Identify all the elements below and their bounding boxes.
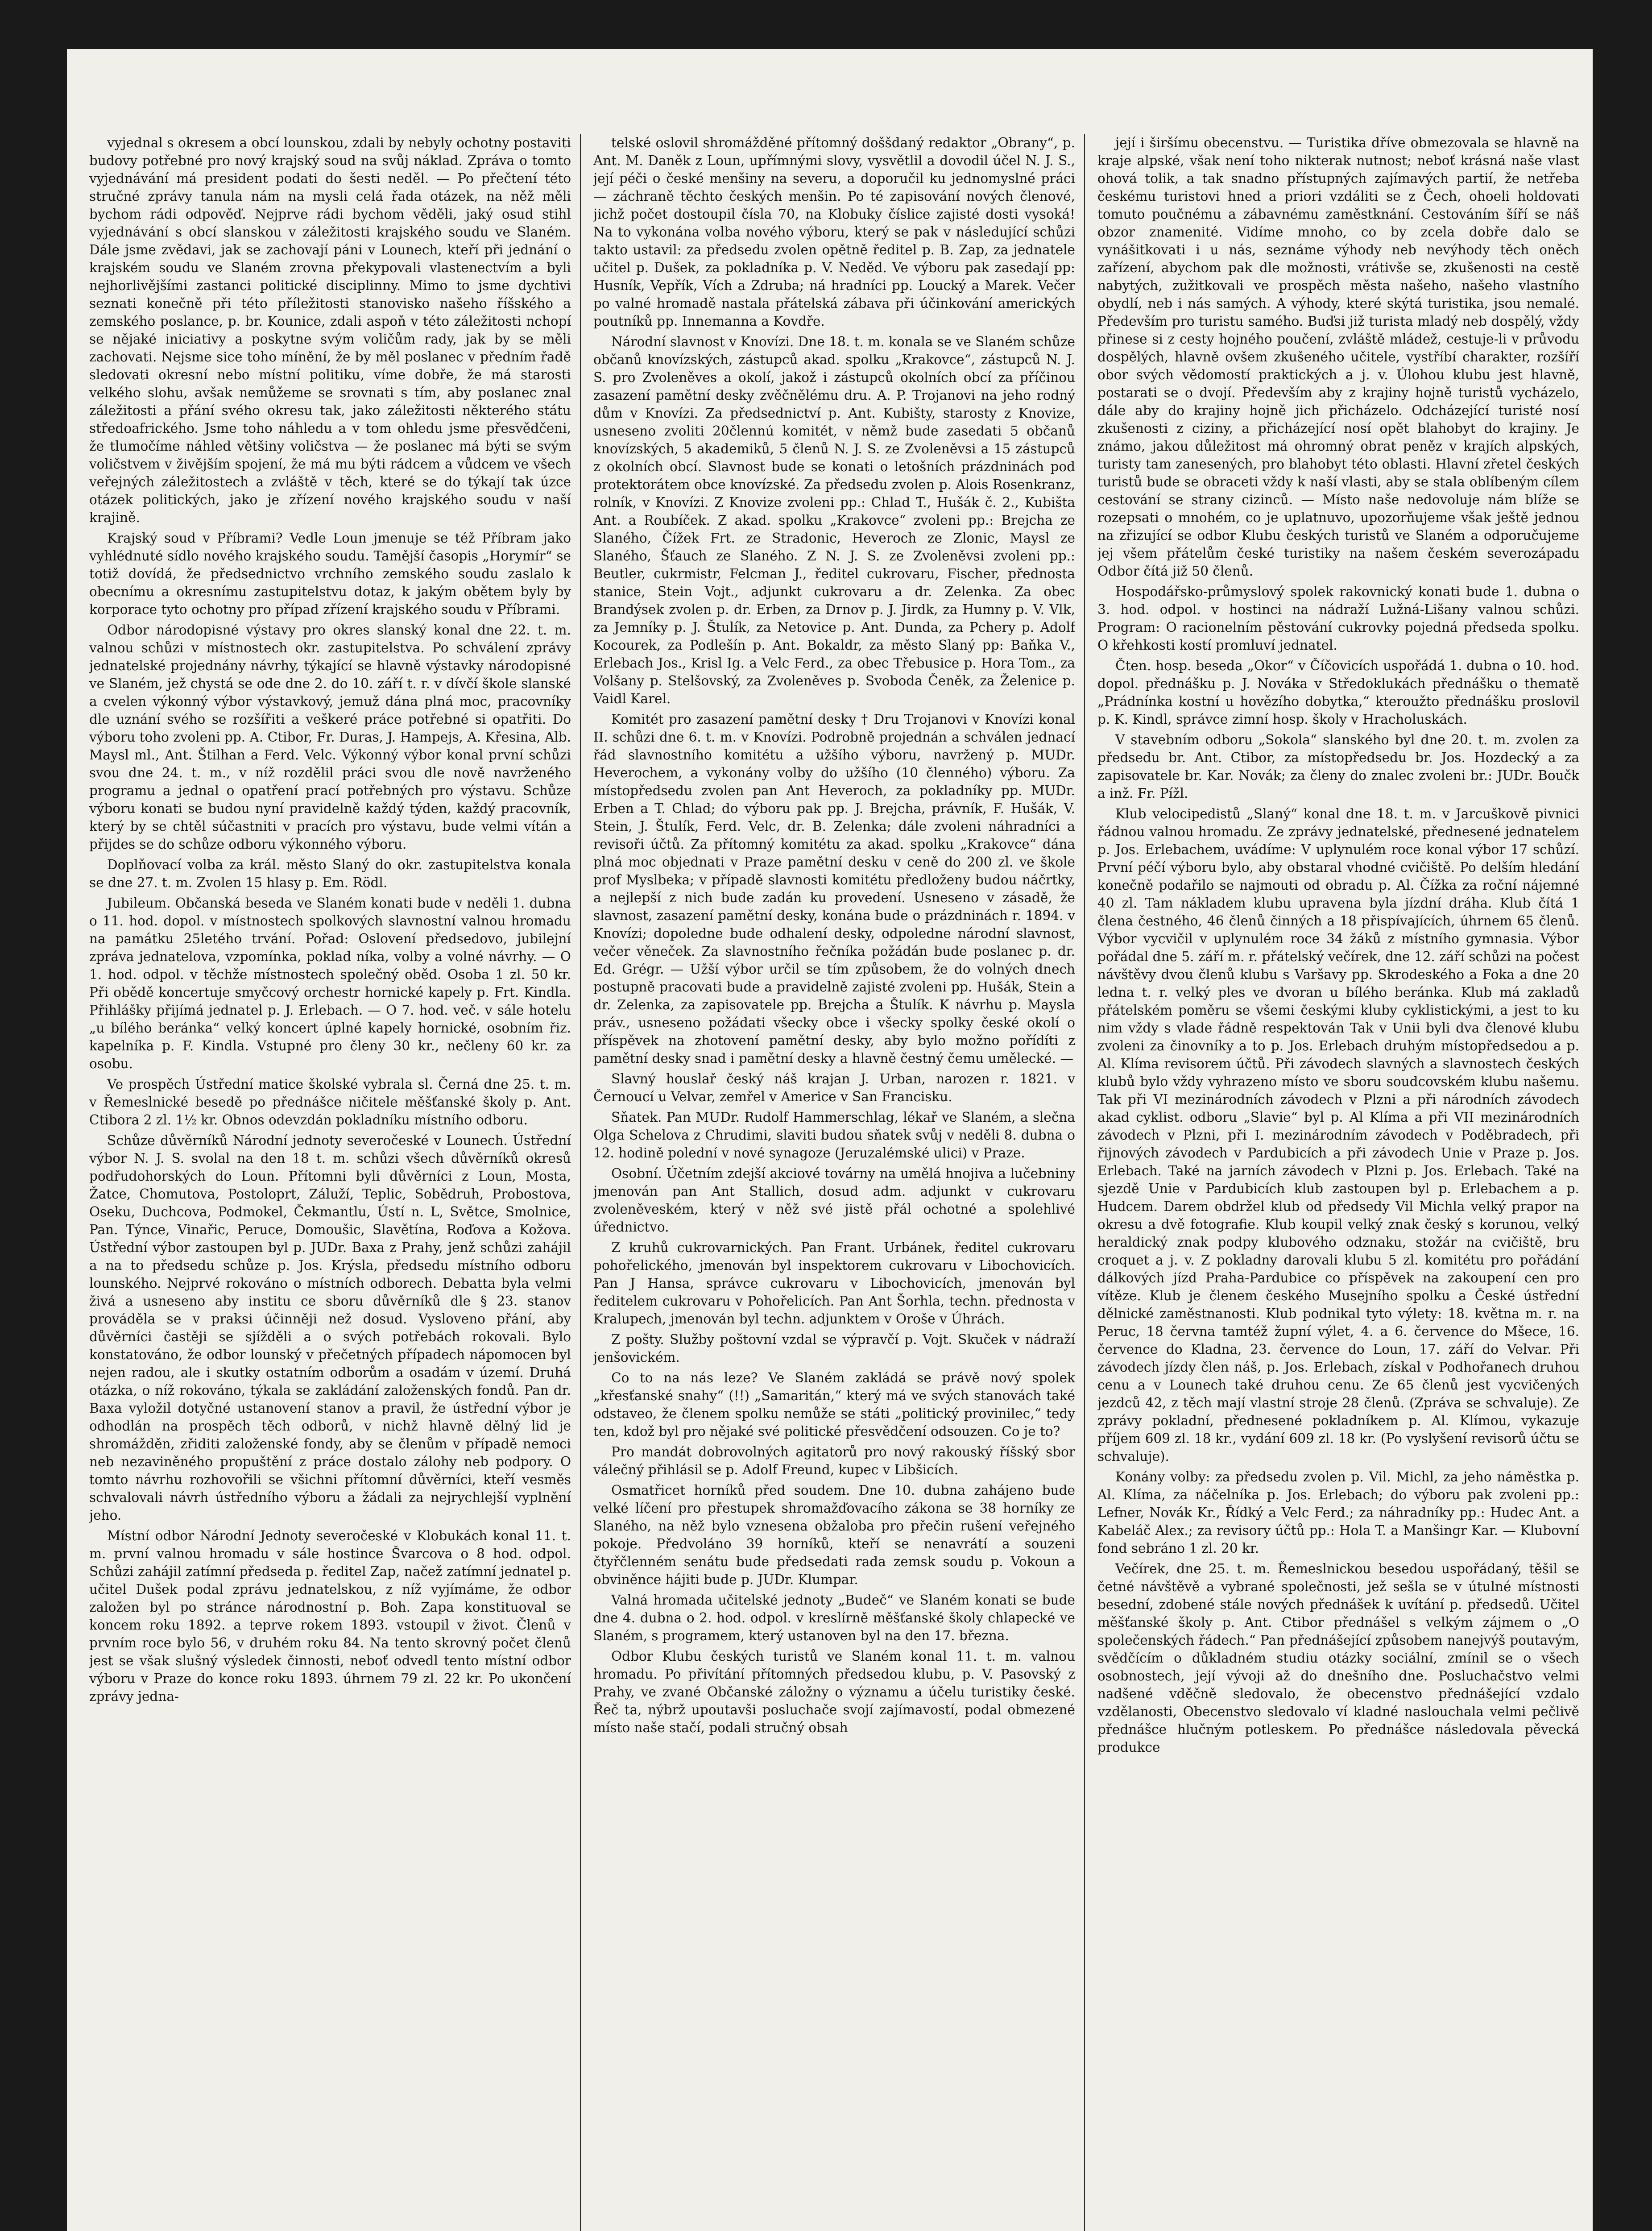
article-paragraph: její i širšímu obecenstvu. — Turistika dříve obmezovala se hlavně na kraje alpské, však není toho nikterak nutnost; neboť krásná naše vlast ohová tolik, a tak snadno přístupných zajímavých partií, že netřeba českému turistovi hned a priori vzdáliti se z Čech, ohoeli holdovati tomuto poučnému a zábavnému zaměstknání. Cestováním šíří se náš obzor znamenité. Vidíme mnoho, co by zcela dobře dalo se vynášitkovati i u nás, seznáme výhody neb nevýhody těch oněch zařízení, abychom pak dle možnosti, vrátivše se, zkušenosti na cestě nabytých, zužitkovali ve prospěch města našeho, našeho vlastního obydlí, neb i nás samých. A výhody, které skýtá turistika, jsou nemalé. Především pro turistu samého. Buďsi již turista mladý neb dospělý, vždy přinese si z cesty hojného poučení, zvláště mládež, cestuje-li v průvodu dospělých, hlavně ovšem zkušeného učitele, vystříbí charakter, rozšíří obor svých vědomostí praktických a j. v. Úlohou klubu jest hlavně, postarati se o dvojí. Především aby z krajiny hojně turistů vycházelo, dále aby do krajiny hojně jich přicházelo. Odcházející turisté nosí zkušenosti z ciziny, a přicházející nosí opět blahobyt do krajiny. Je známo, jakou důležitost má ohromný obrat peněz v krajích alpských, turisty tam zanesených, pro blahobyt této oblasti. Hlavní zřetel českých turistů bude se obraceti vždy k naší vlasti, aby se stala oblíbeným cílem cestování se strany cizinců. — Místo naše nedovoluje nám blíže se rozepsati o mnohém, co je uplatnuvo, upozorňujeme však ještě jednou na zřizující se odbor Klubu českých turistů ve Slaném a odporučujeme jej všem přátelům české turistiky na našem českém severozápadu Odbor čítá již 50 členů. — [1097, 135, 1579, 579]
article-paragraph: Komitét pro zasazení pamětní desky † Dru Trojanovi v Knovízi konal II. schůzi dne 6. t. m. v Knovízi. Podrobně projednán a schválen jednací řád slavnostního komitétu a užšího výboru, navržený p. MUDr. Heverochem, a vykonány volby do užšího (10 členného) výboru. Za místopředsedu zvolen pan Ant Heveroch, za pokladníky pp. MUDr. Erben a T. Chlad; do výboru pak pp. J. Brejcha, právník, F. Hušák, V. Stein, J. Štulík, Ferd. Velc, dr. B. Zelenka; dále zvoleni náhradníci a revisoři účtů. Za přítomný komitétu za akad. spolku „Krakovce“ dána plná moc objednati v Praze pamětní desku v ceně do 200 zl. ve škole prof Myslbeka; v případě slavnosti komitétu předloženy budou náčrtky, a nejlepší z nich bude zadán ku provedení. Usneseno v zásadě, že slavnost, zasazení pamětní desky, konána bude o prázdninách r. 1894. v Knovízi; dopoledne bude odhalení desky, odpoledne národní slavnost, večer věneček. Za slavnostního řečníka požádán bude poslanec p. dr. Ed. Grégr. — Užší výbor určil se tím způsobem, že do volných dnech postupně pracovati bude a pravidelně zajisté zvoleni pp. Hušák, Stein a dr. Zelenka, za zapisovatele pp. Brejcha a Štulík. K návrhu p. Maysla práv., usneseno požádati všecky obce i všecky spolky české okolí o příspěvek na zhotovení pamětní desky, aby bylo možno pořídíti z pamětní desky snad i pamětní desky a hlavně čestný čemu umělecké. — — [593, 712, 1075, 1066]
article-paragraph: vyjednal s okresem a obcí lounskou, zdali by nebyly ochotny postaviti budovy potřebné pro nový krajský soud na svůj náklad. Zpráva o tomto vyjednávání má president podati do šesti neděl. — Po přečtení této stručné zprávy tanula nám na mysli celá řada otázek, na něž měli bychom rádi odpověď. Nejprve rádi bychom věděli, jaký osud stihl vyjednávání s obcí slanskou v záležitosti krajského soudu ve Slaném. Dále jsme zvědavi, jak se zachovají páni v Lounech, kteří při jednání o krajském soudu ve Slaném zrovna překypovali vlastenectvím a byli nejhorlivějšími zastanci politické disciplinny. Mimo to jsme dychtivi seznati konečně při této příležitosti stanovisko našeho říšského a zemského poslance, p. br. Kounice, zdali aspoň v této záležitosti nchopí se nějaké iniciativy a poskytne svým voličům rady, jak by se měli zachovati. Nejsme sice toho mínění, že by měl poslanec v předním řadě sledovati okresní nebo místní politiku, víme dobře, že má starosti velkého slohu, avšak nemůžeme se srovnati s tím, aby poslanec znal záležitosti a přání svého okresu tak, jako záležitosti některého státu středoafrického. Jsme toho náhledu a v tom ohledu jsme přesvědčeni, že tlumočíme náhled většiny voličstva — že poslanec má býti se svým voličstvem v živějším spojení, že má mu býti rádcem a vůdcem ve všech veřejných záležitostech a zvláště v těch, které se do týkají tak úzce otázek politických, jako je zřízení nového krajského soudu v naší krajině. — [89, 135, 571, 525]
column-1 — [89, 134, 571, 2231]
article-paragraph: Sňatek. Pan MUDr. Rudolf Hammerschlag, lékař ve Slaném, a slečna Olga Schelova z Chrudimi, slaviti budou sňatek svůj v neděli 8. dubna o 12. hodině polední v nové synagoze (Jeruzalémské ulici) v Praze. — [593, 1110, 1075, 1161]
article-paragraph: Schůze důvěrníků Národní jednoty severočeské v Lounech. Ústřední výbor N. J. S. svolal na den 18 t. m. schůzi všech důvěrníků okresů podřudohorských do Loun. Přítomni byli důvěrníci z Loun, Mosta, Žatce, Chomutova, Postoloprt, Záluží, Teplic, Sobědruh, Probostova, Oseku, Duchcova, Podmokel, Čekmantlu, Ústí n. L, Světce, Smolnice, Pan. Týnce, Vinařic, Peruce, Domoušic, Slavětína, Roďova a Kožova. Ústřední výbor zastoupen byl p. JUDr. Baxa z Prahy, jenž schůzi zahájil a na to předsedu schůze p. Jos. Krýsla, předsedu místního odboru lounského. Nejprvé rokováno o místních odborech. Debatta byla velmi živá a usneseno aby institu ce sboru důvěrníků dle § 23. stanov prováděla se v praksi účinněji než dosud. Vysloveno přání, aby důvěrníci častěji se sjížděli a o svých potřebách rokovali. Bylo konstatováno, že odbor lounský v přečetných případech nápomocen byl nejen radou, ale i skutky ostatním odborům a osadám v území. Druhá otázka, o níž rokováno, týkala se zakládání založenských fondů. Pan dr. Baxa vyložil dotyčné ustanovení stanov a pravil, že ústřední výbor je odhodlán na prospěch těch odborů, v nichž hlavně dělný lid je shromážděn, zřiditi založenské fondy, aby se členům v případě nemoci neb nezaviněného propuštění z práce dostalo zálohy neb podpory. O tomto návrhu rozhovořili se všichni přítomní důvěrníci, kteří vesměs schvalovali návrh ústředního výboru a žádali za nejrychlejší vyplnění jeho. — [89, 1133, 571, 1523]
newspaper-page — [67, 49, 1593, 2231]
column-2 — [593, 134, 1075, 2231]
column-divider — [580, 134, 581, 2231]
article-paragraph: Odbor národopisné výstavy pro okres slanský konal dne 22. t. m. valnou schůzi v místnostech okr. zastupitelstva. Po schválení zprávy jednatelské projednány návrhy, týkající se hlavně výstavky národopisné ve Slaném, jež chystá se ode dne 2. do 10. září t. r. v dívčí škole slanské a cvelen výkonný výbor výstavkový, jemuž dána plná moc, pracovníky dle uznání svého se rozšířiti a veškeré práce potřebné si opatřiti. Do výboru toho zvoleni pp. A. Ctibor, Fr. Duras, J. Hampejs, A. Křesina, Alb. Maysl ml., Ant. Štilhan a Ferd. Velc. Výkonný výbor konal první schůzi svou dne 24. t. m., v níž rozdělil práci svou dle nově navrženého programu a jednal o opatření prací potřebných pro výstavu. Schůze výboru konati se budou nyní pravidelně každý týden, každý pracovník, který by se chtěl súčastniti v pracích pro výstavu, bude velmi vítán a přijdes se do schůze odboru výkonného výboru. — [89, 622, 571, 852]
article-paragraph: Pro mandát dobrovolných agitatorů pro nový rakouský říšský sbor válečný přihlásil se p. Adolf Freund, kupec v Libšicích. — [593, 1444, 1075, 1477]
article-paragraph: Z kruhů cukrovarnických. Pan Frant. Urbánek, ředitel cukrovaru pohořelického, jmenován byl inspektorem cukrovaru v Libochovicích. Pan J Hansa, správce cukrovaru v Libochovicích, jmenován byl ředitelem cukrovaru v Pohořelicích. Pan Ant Šorhla, techn. přednosta v Kralupech, jmenován byl techn. adjunktem v Oroše v Úhrách. — [593, 1240, 1075, 1327]
article-paragraph: Čten. hosp. beseda „Okor“ v Číčovicích uspořádá 1. dubna o 10. hod. dopol. přednášku p. J. Nováka v Středoklukách přednášku o thematě „Prádnínka kostní u hovězího dobytka,“ kteroužto přednášku proslovil p. K. Kindl, správce zimní hosp. školy v Hracholuskách. — [1097, 658, 1579, 727]
article-paragraph: Klub velocipedistů „Slaný“ konal dne 18. t. m. v Jarcuškově pivnici řádnou valnou hromadu. Ze zprávy jednatelské, přednesené jednatelem p. Jos. Erlebachem, uvádíme: V uplynulém roce konal výbor 17 schůzí. První péčí výboru bylo, aby obstaral vhodné cvičiště. Po delším hledání konečně podařilo se najmouti od obradu p. Al. Čížka za roční nájemné 40 zl. Tam nákladem klubu upravena byla jízdní dráha. Klub čítá 1 člena čestného, 46 členů činných a 18 přispívajících, úhrnem 65 členů. Výbor vycvičil v uplynulém roce 34 žáků z místního gymnasia. Výbor pořádal dne 5. září m. r. přátelský večírek, dne 12. září schůzi na počest návštěvy dvou členů klubu s Varšavy pp. Skrodeského a Foka a dne 20 ledna t. r. velký ples ve dvoran u bílého beránka. Klub má zakladů přátelském poměru se všemi českými kluby cyklistickými, a jest to ku nim vždy s vlade řádně respektován Tak v Unii byli dva členové klubu zvoleni za činovníky a to p. Jos. Erlebach druhým místopředsedou a p. Al. Klíma revisorem účtů. Při závodech slavných a slavnostech českých klubů bylo vždy vyhrazeno místo ve sboru soudcovském klubu našemu. Tak při VI mezinárodních závodech v Plzni a při národních závodech akad cyklist. odboru „Slavie“ byl p. Al Klíma a při VII mezinárodních závodech v Plzni, při I. mezinárodním závodech v Poděbradech, při řijnových závodech v Pardubicích a při závodech Unie v Praze p. Jos. Erlebach. Také na jarních závodech v Plzni p. Jos. Erlebach. Také na sjezdě Unie v Pardubicích klub zastoupen byl p. Erlebachem a p. Hudcem. Darem obdržel klub od předsedy Vil Michla velký prapor na okresu a dvě fotografie. Klub koupil velký znak český s korunou, velký heraldický znak podpy klubového odznaku, stožár na cvičiště, bru croquet a j. v. Z pokladny darovali klubu 5 zl. komitétu pro pořádání dálkových jízd Praha-Pardubice co příspěvek na zakoupení cen pro vítěze. Klub je členem českého Musejního spolku a České ústřední dělnické zaměstnanosti. Klub podnikal tyto výlety: 18. května m. r. na Peruc, 18 června tamtéž župní výlet, 4. a 6. července do Mšece, 16. července do Kladna, 23. července do Loun, 17. září do Velvar. Při závodech jízdy člen náš, p. Jos. Erlebach, získal v Podhořanech druhou cenu a v Lounech také druhou cenu. Ze 65 členů jest vycvičených jezdců 42, z těch mají vlastní stroje 28 členů. (Zpráva se schvaluje). Ze zprávy pokladní, přednesené pokladníkem p. Al. Klímou, vykazuje příjem 609 zl. 18 kr., vydání 609 zl. 18 kr. (Po vyslyšení revisorů účtu se schvaluje). — [1097, 806, 1579, 1464]
article-paragraph: Slavný houslař český náš krajan J. Urban, narozen r. 1821. v Černoucí u Velvar, zemřel v Americe v San Francisku. — [593, 1071, 1075, 1104]
article-paragraph: Národní slavnost v Knovízi. Dne 18. t. m. konala se ve Slaném schůze občanů knovízských, zástupců akad. spolku „Krakovce“, zástupců N. J. S. pro Zvoleněves a okolí, jakož i zástupců okolních obcí za příčinou zasazení pamětní desky zvěčnělému dru. A. P. Trojanovi na jeho rodný dům v Knovízi. Za předsednictví p. Ant. Kubišty, starosty z Knovize, usneseno zvoliti 20člennú komitét, v němž bude zasedati 5 občanů knovízských, 5 akademiků, 5 členů N. J. S. ze Zvoleněvsi a 15 zástupců z okolních obcí. Slavnost bude se konati o letošních prázdninách pod protektorátem obce knovízské. Za předsedu zvolen p. Alois Rosenkranz, rolník, v Knovízi. Z Knovize zvoleni pp.: Chlad T., Hušák č. 2., Kubišta Ant. a Roubíček. Z akad. spolku „Krakovce“ zvoleni pp.: Brejcha ze Slaného, Čížek Frt. ze Stradonic, Heveroch ze Zlonic, Maysl ze Slaného, Šťauch ze Slaného. Z N. J. S. ze Zvoleněvsi zvoleni pp.: Beutler, cukrmistr, Felcman J., ředitel cukrovaru, Fischer, přednosta stanice, Stein Vojt., adjunkt cukrovaru a dr. Zelenka. Za obec Brandýsek zvolen p. dr. Erben, za Drnov p. J. Jirdk, za Humny p. V. Vlk, za Jemníky p. J. Štulík, za Netovice p. Ant. Dunda, za Pchery p. Adolf Kocourek, za Podlešín p. Ant. Bokaldr, za město Slaný pp: Baňka V., Erlebach Jos., Krisl Ig. a Velc Ferd., za obec Třebusice p. Hora Tom., za Volšany p. Stelšovský, za Zvoleněves p. Svoboda Čeněk, za Želenice p. Vaidl Karel. — [593, 334, 1075, 706]
article-paragraph: Konány volby: za předsedu zvolen p. Vil. Michl, za jeho náměstka p. Al. Klíma, za náčelníka p. Jos. Erlebach; do výboru pak zvoleni pp.: Lefner, Novák Kr., Řídký a Velc Ferd.; za náhradníky pp.: Hudec Ant. a Kabeláč Alex.; za revisory účtů pp.: Hola T. a Manšingr Kar. — Klubovní fond sebráno 1 zl. 20 kr. — [1097, 1469, 1579, 1556]
article-paragraph: Místní odbor Národní Jednoty severočeské v Klobukách konal 11. t. m. první valnou hromadu v sále hostince Švarcova o 8 hod. odpol. Schůzi zahájil zatímní předseda p. ředitel Zap, načež zatímní jednatel p. učitel Dušek podal zprávu jednatelskou, z níž vyjímáme, že odbor založen byl po stránce národnostní p. Boh. Zapa konstituoval se koncem roku 1892. a teprve rokem 1893. vstoupil v život. Členů v prvním roce bylo 56, v druhém roku 84. Na tento skrovný počet členů jest se však slušný výsledek činnosti, neboť odvedl tento místní odbor výboru v Praze do konce roku 1893. úhrnem 79 zl. 22 kr. Po ukončení zprávy jedna- — [89, 1528, 571, 1704]
article-paragraph: Doplňovací volba za král. město Slaný do okr. zastupitelstva konala se dne 27. t. m. Zvolen 15 hlasy p. Em. Rödl. — [89, 857, 571, 890]
article-paragraph: Valná hromada učitelské jednoty „Budeč“ ve Slaném konati se bude dne 4. dubna o 2. hod. odpol. v kreslírně měšťanské školy chlapecké ve Slaném, s programem, který ustanoven byl na den 17. března. — [593, 1592, 1075, 1643]
article-paragraph: Ve prospěch Ústřední matice školské vybrala sl. Černá dne 25. t. m. v Řemeslnické besedě po přednášce ničitele měšťanské školy p. Ant. Ctibora 2 zl. 1½ kr. Obnos odevzdán pokladníku místního odboru. — [89, 1077, 571, 1128]
article-paragraph: V stavebním odboru „Sokola“ slanského byl dne 20. t. m. zvolen za předsedu br. Ant. Ctibor, za místopředsedu br. Jos. Hozdecký a za zapisovatele br. Kar. Novák; za členy do znalec zvoleni br.: JUDr. Boučk a inž. Fr. Pížl. — [1097, 732, 1579, 801]
article-paragraph: Jubileum. Občanská beseda ve Slaném konati bude v neděli 1. dubna o 11. hod. dopol. v místnostech spolkových slavnostní valnou hromadu na památku 25letého trvání. Pořad: Oslovení předsedovo, jubilejní zpráva jednatelova, vzpomínka, poklad níka, volby a volné návrhy. — O 1. hod. odpol. v těchže místnostech společný oběd. Osoba 1 zl. 50 kr. Při obědě koncertuje smyčcový orchestr hornické kapely p. Frt. Kindla. Přihlášky přijímá jednatel p. J. Erlebach. — O 7. hod. več. v sále hotelu „u bílého beránka“ velký koncert úplné kapely hornické, osobním řiz. kapelníka p. F. Kindla. Vstupné pro členy 30 kr., nečleny 60 kr. za osobu. — [89, 896, 571, 1071]
article-paragraph: Z pošty. Služby poštovní vzdal se výpravčí p. Vojt. Skuček v nádraží jenšovickém. — [593, 1332, 1075, 1365]
article-paragraph: Krajský soud v Příbrami? Vedle Loun jmenuje se též Příbram jako vyhlédnuté sídlo nového krajského soudu. Tamější časopis „Horymír“ se totiž dovídá, že předsednictvo vrchního zemského soudu zaslalo k obecnímu a okresnímu zastupitelstvu dotaz, k jakým obětem byly by korporace tyto ochotny pro případ zřízení krajského soudu v Příbrami. — [89, 531, 571, 617]
article-paragraph: Odbor Klubu českých turistů ve Slaném konal 11. t. m. valnou hromadu. Po přivítání přítomných předsedou klubu, p. V. Pasovský z Prahy, ve zvané Občanské záložny o významu a účelu turistiky české. Řeč ta, nýbrž upoutavši posluchače svojí zajímavostí, podal obmezené místo naše stačí, podali stručný obsah — [593, 1649, 1075, 1735]
article-paragraph: Osmatřicet horníků před soudem. Dne 10. dubna zahájeno bude velké líčení pro přestupek shromažďovacího zákona se 38 horníky ze Slaného, na něž bylo vznesena obžaloba pro přečin rušení veřejného pokoje. Předvoláno 39 horníků, kteří se nenavrátí a souzeni čtyřčlenném senátu bude předsedati rada zemsk soudu p. Vokoun a obviněnce hájiti bude p. JUDr. Klumpar. — [593, 1483, 1075, 1587]
article-paragraph: Hospodářsko-průmyslový spolek rakovnický konati bude 1. dubna o 3. hod. odpol. v hostinci na nádraží Lužná-Lišany valnou schůzi. Program: O racionelním pěstování cukrovky pojedná předseda spolku. O křehkosti kostí promluví jednatel. — [1097, 584, 1579, 653]
article-paragraph: Osobní. Účetním zdejší akciové továrny na umělá hnojiva a lučebniny jmenován pan Ant Stallich, dosud adm. adjunkt v cukrovaru zvoleněveském, který v něž své jistě přál ochotné a spolehlivé úřednictvo. — [593, 1166, 1075, 1235]
column-divider — [1084, 134, 1085, 2231]
column-3 — [1097, 134, 1579, 2231]
article-paragraph: Co to na nás leze? Ve Slaném zakládá se právě nový spolek „křesťanské snahy“ (!!) „Samaritán,“ který má ve svých stanovách také odstaveo, že členem spolku nemůže se státi „politický provinilec,“ tedy ten, kdož byl pro nějaké své politické přesvědčení odsouzen. Co je to? — [593, 1370, 1075, 1439]
article-paragraph: telské oslovil shromážděné přítomný doššdaný redaktor „Obrany“, p. Ant. M. Daněk z Loun, upřímnými slovy, vysvětlil a dovodil účel N. J. S., její péči o české menšiny na severu, a doporučil ku jednomyslné práci — záchraně těchto českých menšin. Po té zapisování nových členové, jichž počet dostoupil čísla 70, na Klobuky číslice zajisté dosti vysoká! Na to vykonána volba nového výboru, který se pak v následující schůzi takto ustavil: za předsedu zvolen opětně ředitel p. B. Zap, za jednatele učitel p. Dušek, za pokladníka p. V. Neděd. Ve výboru pak zasedají pp: Husník, Vepřík, Vích a Zdruba; ná hradníci pp. Loucký a Marek. Večer po valné hromadě nastala přátelská zábava při účinkování amerických poutníků pp. Innemanna a Kovdře. — [593, 135, 1075, 329]
article-paragraph: Večírek, dne 25. t. m. Řemeslnickou besedou uspořádaný, těšil se četné návštěvě a vybrané společnosti, jež sešla se v útulné místnosti besední, zdobené stále nových přednášek k uvítání p. předsedů. Učitel měšťanské školy p. Ant. Ctibor přednášel s velkým zájmem o „O společenských řádech.“ Pan přednášející způsobem nanejvýš poutavým, svědčícím o důkladném studiu otázky sociální, zmínil se o všech osobnostech, její vývoji až do dnešního dne. Posluchačstvo velmi nadšené vděčně sledovalo, že obecenstvo přednášející vzdalo vzdělanosti, Obecenstvo sledovalo ví kladné naslouchala velmi pečlivě přednášce hlučným potleskem. Po přednášce následovala pěvecká produkce — [1097, 1561, 1579, 1755]
